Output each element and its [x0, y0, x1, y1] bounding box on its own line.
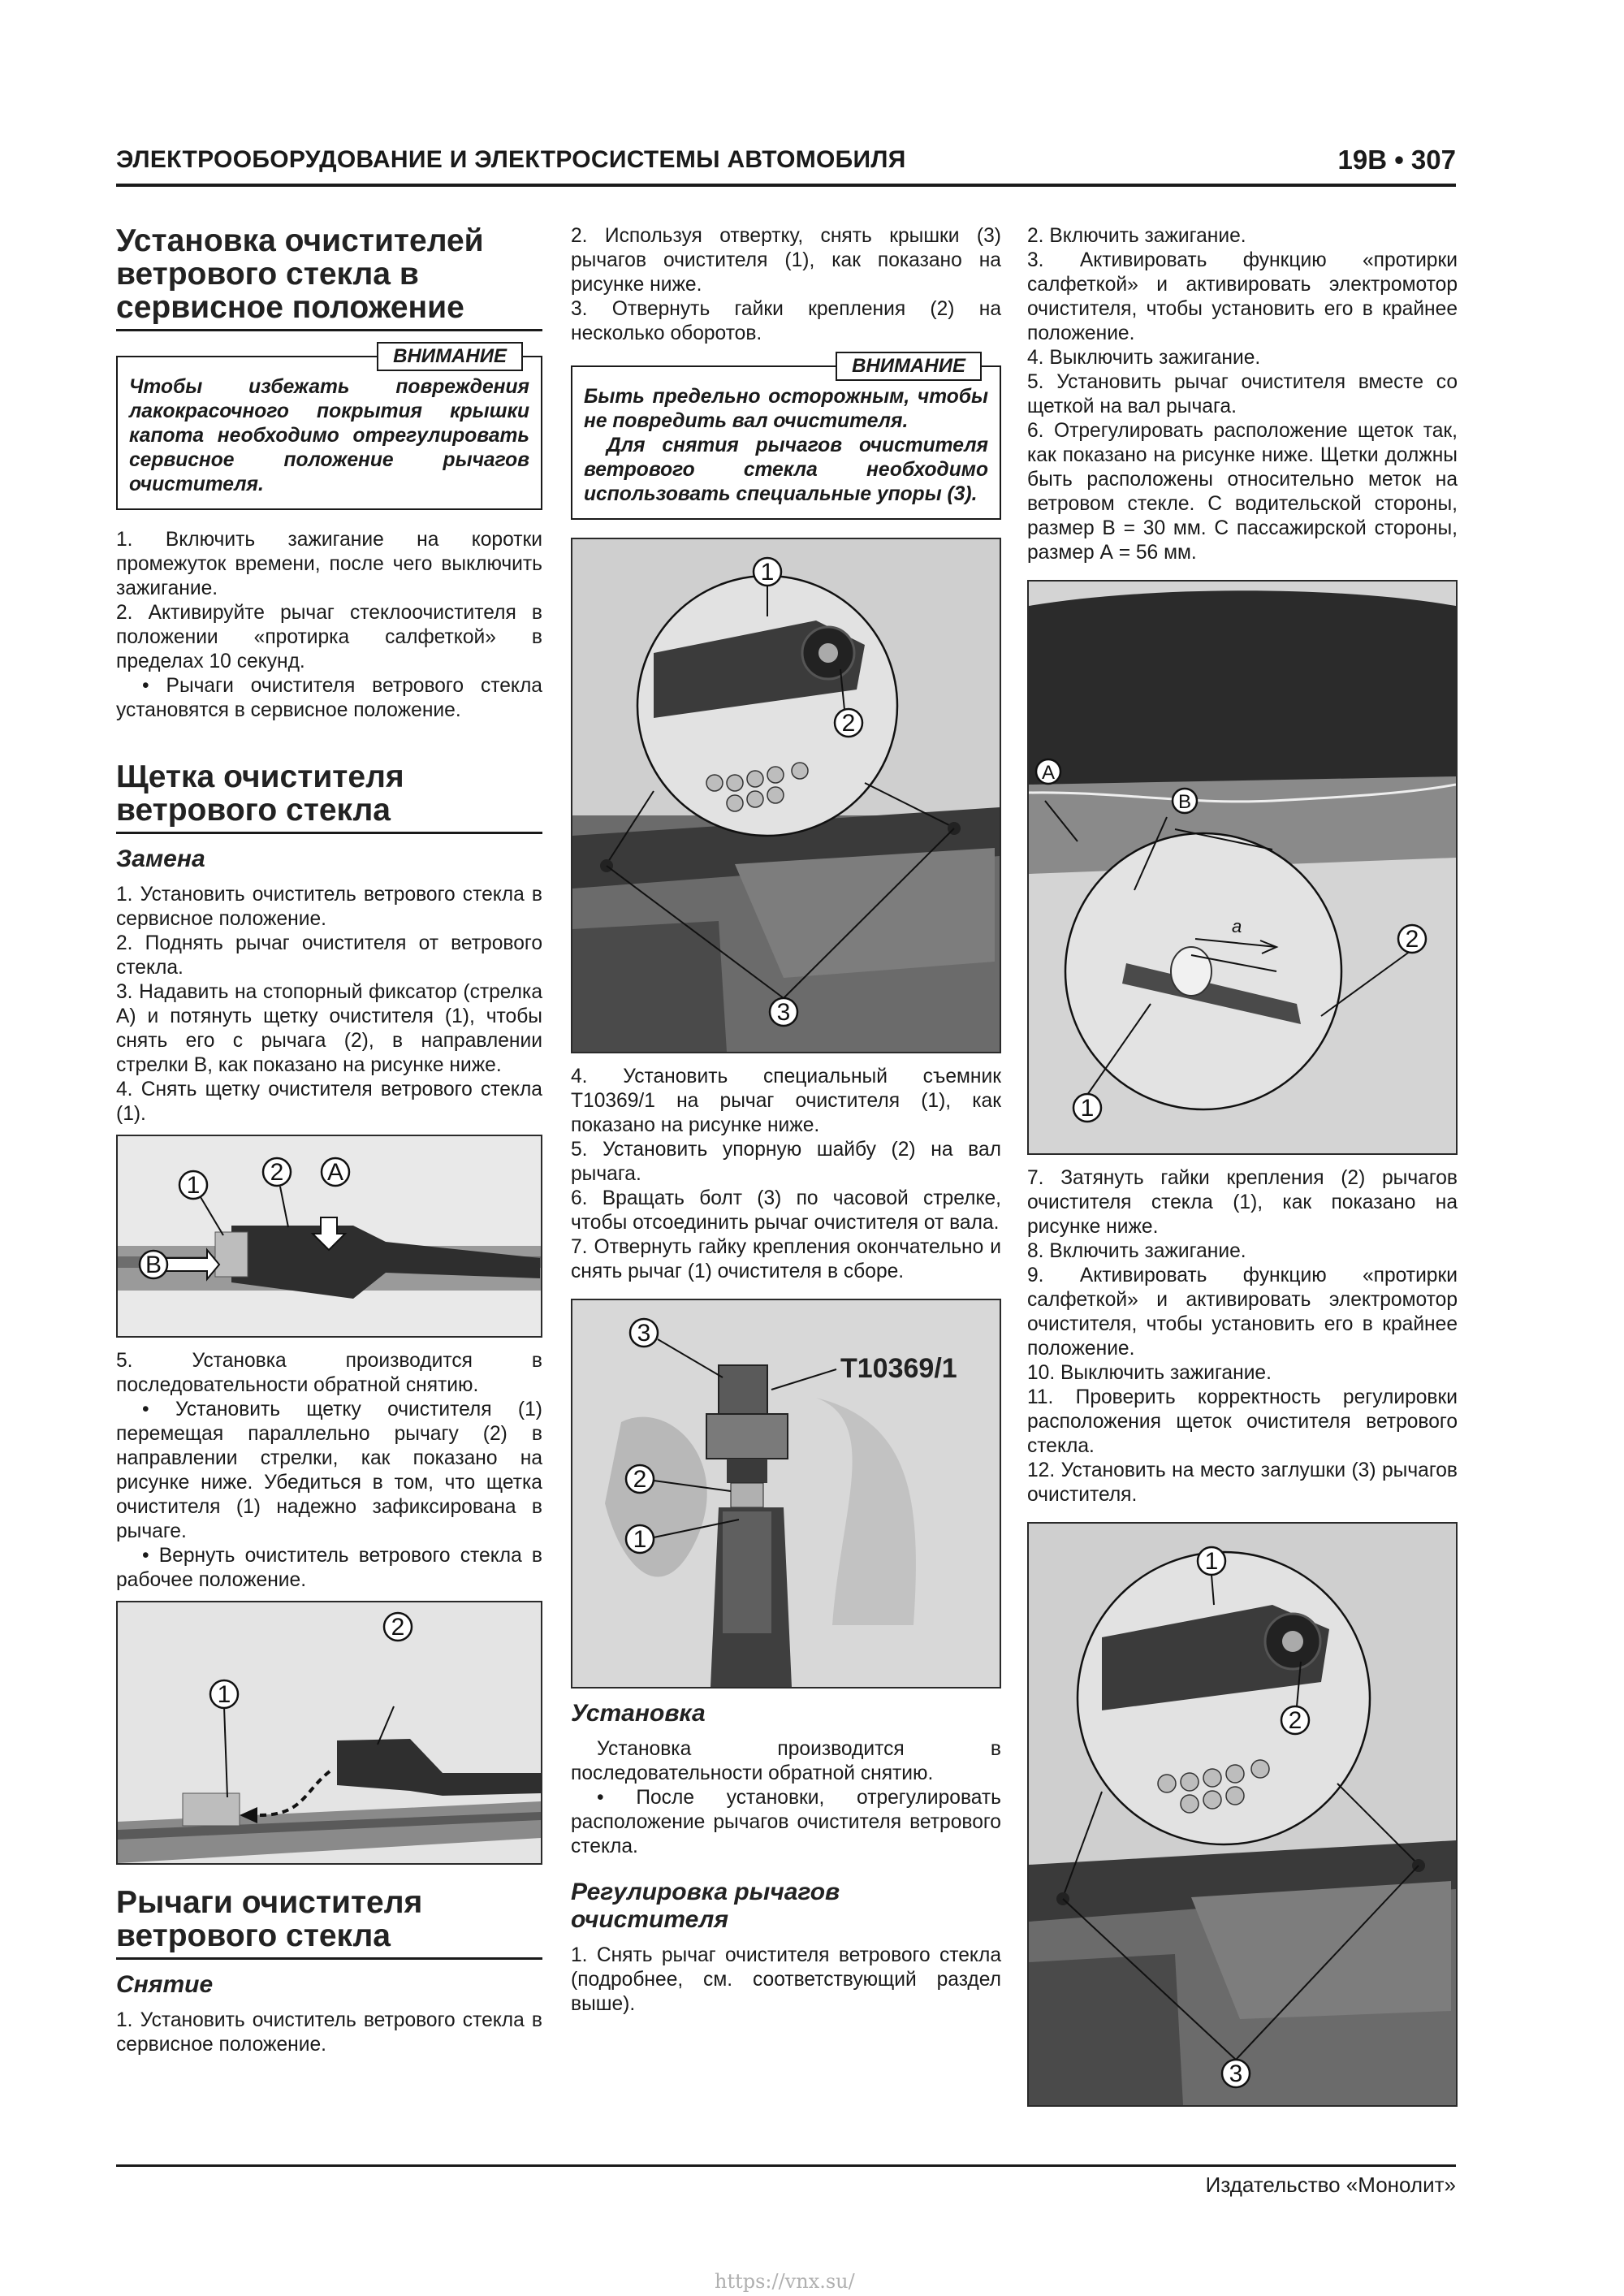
step-text: 7. Затянуть гайки крепления (2) рычагов очистителя стекла (1), как показано на рисунке ниже.: [1027, 1167, 1458, 1238]
step-text: 5. Установить рычаг очистителя вместе со щеткой на вал рычага.: [1027, 371, 1458, 417]
bullet-text: • Вернуть очиститель ветрового стекла в рабочее положение.: [116, 1545, 542, 1591]
page-number: 19В • 307: [1337, 145, 1456, 175]
callout-label: 2: [270, 1159, 284, 1186]
callout-label: 2: [841, 710, 856, 737]
warning-box: [571, 355, 1001, 520]
column-left: [116, 224, 542, 2057]
callout-label: 1: [1080, 1095, 1095, 1122]
bullet-text: • Установить щетку очистителя (1) перемещая параллельно рычагу (2) в направлении стрелки, как показано на рисунке ниже. Убедиться в том, что щетка очистителя (1) надежно зафиксирована в рычаге.: [116, 1399, 542, 1542]
callout-label: 2: [1288, 1707, 1302, 1734]
heading-divider: [116, 832, 542, 834]
step-text: 7. Отвернуть гайку крепления окончательно и снять рычаг (1) очистителя в сборе.: [571, 1236, 1001, 1282]
heading-divider: [116, 329, 542, 331]
callout-label: 2: [1405, 926, 1419, 953]
step-text: 3. Активировать функцию «протирки салфеткой» и активировать электромотор очистителя, чтобы установить его в крайнее положение.: [1027, 249, 1458, 344]
callout-label: 3: [1229, 2060, 1243, 2087]
heading-service-position: Установка очистителей ветрового стекла в сервисное положение: [116, 223, 484, 325]
step-text: 11. Проверить корректность регулировки расположения щеток очистителя ветрового стекла.: [1027, 1386, 1458, 1457]
step-text: 2. Поднять рычаг очистителя от ветрового стекла.: [116, 932, 542, 979]
step-text: 1. Установить очиститель ветрового стекла в сервисное положение.: [116, 884, 542, 930]
step-text: 4. Установить специальный съемник T10369/1 на рычаг очистителя (1), как показано на рисунке ниже.: [571, 1066, 1001, 1136]
step-text: 3. Надавить на стопорный фиксатор (стрелка А) и потянуть щетку очистителя (1), чтобы снять его с рычага (2), в направлении стрелки В, как показано на рисунке ниже.: [116, 981, 542, 1076]
heading-wiper-arms: Рычаги очистителя ветрового стекла: [116, 1885, 423, 1953]
column-right: [1027, 224, 1458, 2118]
figure-arm-covers: [571, 538, 1001, 1053]
warning-text: Быть предельно осторожным, чтобы не повредить вал очистителя.: [584, 386, 988, 432]
step-text: 5. Установка производится в последовательности обратной снятию.: [116, 1350, 542, 1396]
step-text: 2. Используя отвертку, снять крышки (3) рычагов очистителя (1), как показано на рисунке ниже.: [571, 225, 1001, 296]
callout-label: 2: [391, 1614, 405, 1641]
warning-label: ВНИМАНИЕ: [377, 342, 523, 371]
tool-label: T10369/1: [840, 1353, 957, 1384]
callout-label: 1: [217, 1681, 231, 1708]
heading-wiper-blade: Щетка очистителя ветрового стекла: [116, 759, 404, 828]
figure-puller-tool: [571, 1299, 1001, 1688]
warning-label: ВНИМАНИЕ: [836, 352, 982, 381]
step-text: Установка производится в последовательности обратной снятию.: [571, 1738, 1001, 1784]
step-text: 12. Установить на место заглушки (3) рычагов очистителя.: [1027, 1459, 1458, 1506]
header-divider: [116, 184, 1456, 187]
watermark-url: https://vnx.su/: [715, 2270, 855, 2293]
step-text: 4. Снять щетку очистителя ветрового стекла (1).: [116, 1079, 542, 1125]
step-text: 10. Выключить зажигание.: [1027, 1362, 1272, 1384]
callout-label: 1: [760, 559, 775, 586]
callout-label: B: [1177, 791, 1192, 813]
section-title: ЭЛЕКТРООБОРУДОВАНИЕ И ЭЛЕКТРОСИСТЕМЫ АВТОМОБИЛЯ: [116, 146, 906, 173]
dimension-label: a: [1232, 916, 1242, 936]
step-text: 2. Активируйте рычаг стеклоочистителя в положении «протирка салфеткой» в пределах 10 секунд.: [116, 602, 542, 672]
figure-blade-removal: [116, 1135, 542, 1338]
step-text: 8. Включить зажигание.: [1027, 1240, 1246, 1262]
callout-label: 1: [1204, 1548, 1219, 1575]
subheading-adjustment: Регулировка рычагов очистителя: [571, 1879, 840, 1933]
step-text: 5. Установить упорную шайбу (2) на вал рычага.: [571, 1139, 1001, 1185]
subheading-removal: Снятие: [116, 1971, 214, 1998]
callout-label: A: [1041, 762, 1056, 784]
step-text: 6. Вращать болт (3) по часовой стрелке, чтобы отсоединить рычаг очистителя от вала.: [571, 1187, 1001, 1234]
step-text: 1. Включить зажигание на коротки промежуток времени, после чего выключить зажигание.: [116, 529, 542, 599]
callout-label: B: [145, 1252, 162, 1278]
callout-label: 1: [186, 1172, 201, 1199]
warning-text: Чтобы избежать повреждения лакокрасочного покрытия крышки капота необходимо отрегулировать сервисное положение рычагов очистителя.: [129, 376, 529, 495]
step-text: 3. Отвернуть гайки крепления (2) на несколько оборотов.: [571, 298, 1001, 344]
step-text: 2. Включить зажигание.: [1027, 225, 1246, 247]
step-text: 1. Снять рычаг очистителя ветрового стекла (подробнее, см. соответствующий раздел выше).: [571, 1944, 1001, 2015]
column-middle: [571, 224, 1001, 2017]
step-text: 4. Выключить зажигание.: [1027, 347, 1261, 369]
warning-text: Для снятия рычагов очистителя ветрового стекла необходимо использовать специальные упоры (3).: [584, 435, 988, 505]
subheading-installation: Установка: [571, 1700, 706, 1727]
subheading-replacement: Замена: [116, 845, 205, 872]
footer-divider: [116, 2164, 1456, 2167]
callout-label: 1: [633, 1526, 647, 1553]
publisher-name: Издательство «Монолит»: [1205, 2173, 1456, 2197]
bullet-text: • После установки, отрегулировать расположение рычагов очистителя ветрового стекла.: [571, 1787, 1001, 1857]
figure-arm-caps: [1027, 1522, 1458, 2107]
warning-box: [116, 345, 542, 510]
step-text: 6. Отрегулировать расположение щеток так, как показано на рисунке ниже. Щетки должны быть расположены относительно меток на ветровом стекле. С водительской стороны, размер В = 30 мм. С пассажирской стороны, размер А = 56 мм.: [1027, 420, 1458, 564]
callout-label: 2: [633, 1466, 647, 1493]
callout-label: 3: [637, 1320, 651, 1347]
step-text: 9. Активировать функцию «протирки салфеткой» и активировать электромотор очистителя, чтобы установить его в крайнее положение.: [1027, 1265, 1458, 1360]
callout-label: A: [326, 1159, 344, 1186]
running-header: [116, 146, 1456, 182]
figure-blade-install: [116, 1601, 542, 1865]
figure-blade-adjustment: [1027, 580, 1458, 1155]
callout-label: 3: [776, 999, 791, 1026]
step-text: 1. Установить очиститель ветрового стекла в сервисное положение.: [116, 2009, 542, 2056]
bullet-text: • Рычаги очистителя ветрового стекла установятся в сервисное положение.: [116, 675, 542, 721]
heading-divider: [116, 1957, 542, 1960]
